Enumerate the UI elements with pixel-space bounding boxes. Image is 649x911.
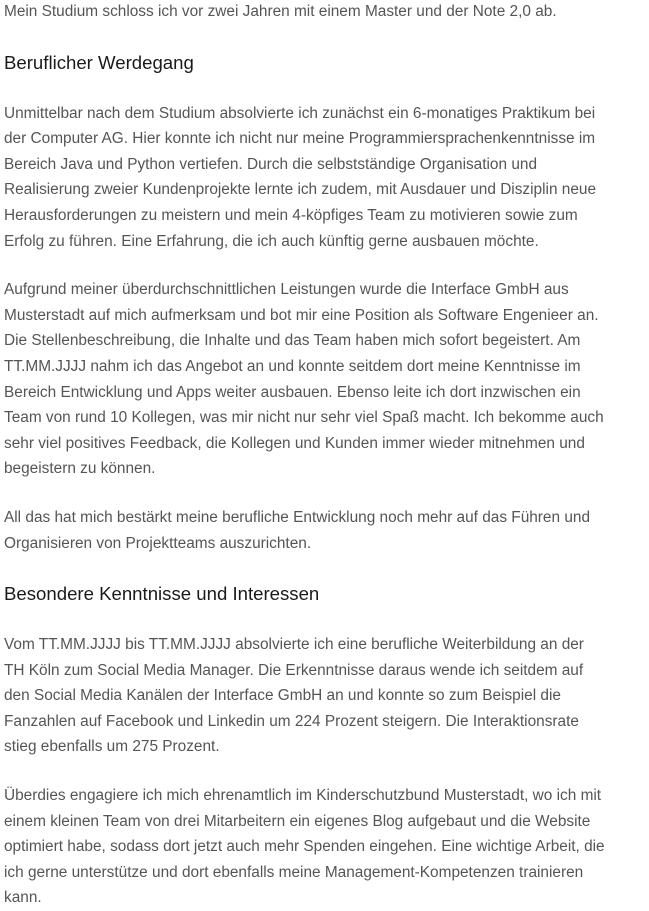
text-line: Die Stellenbeschreibung, die Inhalte und das Team haben mich sofort begeistert. Am — [4, 332, 581, 350]
section-heading-career: Beruflicher Werdegang — [4, 51, 194, 73]
text-line: Bereich Entwicklung und Apps weiter ausbauen. Ebenso leite ich dort inzwischen ein — [4, 383, 581, 401]
text-line: einem kleinen Team von drei Mitarbeitern ein eigenes Blog aufgebaut und die Website — [4, 812, 591, 830]
text-line: stieg ebenfalls um 275 Prozent. — [4, 738, 220, 756]
text-line: Mein Studium schloss ich vor zwei Jahren mit einem Master und der Note 2,0 ab. — [4, 3, 557, 20]
text-line: kann. — [4, 889, 42, 907]
text-line: Organisieren von Projektteams auszurichten. — [4, 534, 312, 552]
text-line: Realisierung zweier Kundenprojekte lernte ich zudem, mit Ausdauer und Disziplin neue — [4, 181, 597, 199]
text-line: TH Köln zum Social Media Manager. Die Erkenntnisse daraus wende ich seitdem auf — [4, 661, 584, 679]
text-line: All das hat mich bestärkt meine berufliche Entwicklung noch mehr auf das Führen und — [4, 508, 591, 526]
section-heading-skills: Besondere Kenntnisse und Interessen — [4, 583, 320, 605]
text-line: der Computer AG. Hier konnte ich nicht nur meine Programmiersprachenkenntnisse im — [4, 130, 596, 148]
text-line: Herausforderungen zu meistern und mein 4-köpfiges Team zu motivieren sowie zum — [4, 206, 578, 224]
text-line: sehr viel positives Feedback, die Kollegen und Kunden immer wieder mitnehmen und — [4, 434, 585, 452]
text-line: Erfolg zu führen. Eine Erfahrung, die ich auch künftig gerne ausbauen möchte. — [4, 232, 539, 250]
text-line: Team von rund 10 Kollegen, was mir nicht nur sehr viel Spaß macht. Ich bekomme auch — [4, 409, 604, 427]
career-paragraph-3 — [4, 505, 649, 556]
skills-paragraph-1 — [4, 632, 649, 760]
text-line: Aufgrund meiner überdurchschnittlichen Leistungen wurde die Interface GmbH aus — [4, 281, 569, 299]
text-line: ich gerne unterstütze und dort ebenfalls meine Management-Kompetenzen trainieren — [4, 863, 584, 881]
cover-letter-document — [4, 0, 649, 911]
intro-paragraph — [4, 0, 649, 25]
text-line: TT.MM.JJJJ nahm ich das Angebot an und konnte seitdem dort meine Kenntnisse im — [4, 357, 581, 375]
text-line: Unmittelbar nach dem Studium absolvierte ich zunächst ein 6-monatiges Praktikum bei — [4, 104, 596, 122]
text-line: Fanzahlen auf Facebook und Linkedin um 224 Prozent steigern. Die Interaktionsrate — [4, 712, 579, 730]
career-paragraph-2 — [4, 277, 649, 482]
text-line: Musterstadt auf mich aufmerksam und bot mir eine Position als Software Engenieer an. — [4, 306, 599, 324]
text-line: begeistern zu können. — [4, 460, 156, 478]
text-line: den Social Media Kanälen der Interface GmbH an und konnte so zum Beispiel die — [4, 687, 561, 705]
text-line: Bereich Java und Python vertiefen. Durch die selbstständige Organisation und — [4, 155, 538, 173]
text-line: Vom TT.MM.JJJJ bis TT.MM.JJJJ absolvierte ich eine berufliche Weiterbildung an der — [4, 636, 584, 654]
career-paragraph-1 — [4, 101, 649, 255]
text-line: Überdies engagiere ich mich ehrenamtlich im Kinderschutzbund Musterstadt, wo ich mit — [4, 787, 602, 805]
text-line: optimiert habe, sodass dort jetzt auch mehr Spenden eingehen. Eine wichtige Arbeit, die — [4, 838, 605, 856]
